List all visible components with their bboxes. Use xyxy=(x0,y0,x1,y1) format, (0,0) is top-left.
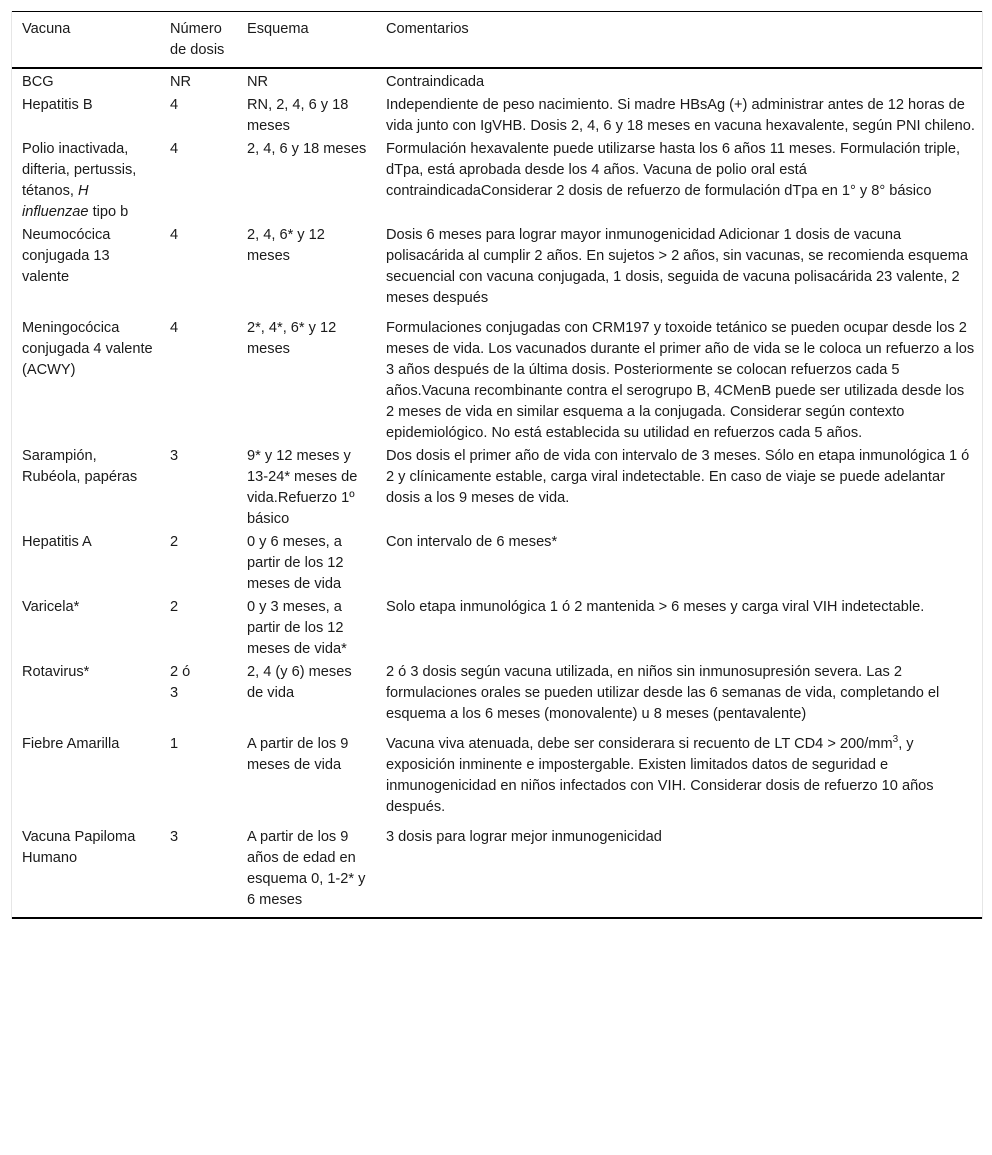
cell-comentarios: Solo etapa inmunológica 1 ó 2 mantenida > 6 meses y carga viral VIH indetectable. xyxy=(386,599,925,615)
table-row xyxy=(12,137,982,223)
header-esquema: Esquema xyxy=(247,21,309,37)
cell-vacuna: Hepatitis B xyxy=(22,97,93,113)
cell-dosis: 2 xyxy=(170,534,179,550)
cell-dosis: 4 xyxy=(170,320,179,336)
cell-esquema: RN, 2, 4, 6 y 18 meses xyxy=(247,97,349,134)
table-row xyxy=(12,444,982,530)
cell-vacuna: BCG xyxy=(22,74,54,90)
cell-comentarios: 2 ó 3 dosis según vacuna utilizada, en niños sin inmunosupresión severa. Las 2 formulaciones orales se pueden utilizar desde las 6 semanas de vida, completando el esquema a los 6 meses (monovalente) u 8 meses (pentavalente) xyxy=(386,664,940,722)
table-row xyxy=(12,660,982,732)
cell-esquema: 2, 4 (y 6) meses de vida xyxy=(247,664,352,701)
cell-dosis: 1 xyxy=(170,736,179,752)
cell-vacuna: Meningocócica conjugada 4 valente (ACWY) xyxy=(22,320,153,378)
cell-esquema: A partir de los 9 años de edad en esquema 0, 1-2* y 6 meses xyxy=(247,829,366,908)
cell-vacuna: Vacuna Papiloma Humano xyxy=(22,829,136,866)
table-header xyxy=(12,12,982,69)
cell-comentarios: Dosis 6 meses para lograr mayor inmunogenicidad Adicionar 1 dosis de vacuna polisacárida al cumplir 2 años. En sujetos > 2 años, sin vacunas, se recomienda esquema secuencial con vacuna conjugada, 1 dosis, seguida de vacuna polisacárida 23 valente, 2 meses después xyxy=(386,227,969,306)
table-row xyxy=(12,68,982,93)
table-row xyxy=(12,825,982,918)
cell-comentarios: Dos dosis el primer año de vida con intervalo de 3 meses. Sólo en etapa inmunológica 1 ó 2 y clínicamente estable, carga viral indetectable. En caso de viaje se puede adelantar dosis a los 9 meses de vida. xyxy=(386,448,970,506)
cell-comentarios: Contraindicada xyxy=(386,74,485,90)
table-row xyxy=(12,93,982,137)
cell-vacuna: Hepatitis A xyxy=(22,534,92,550)
table-row xyxy=(12,595,982,660)
cell-esquema: 2*, 4*, 6* y 12 meses xyxy=(247,320,337,357)
table-row xyxy=(12,530,982,595)
cell-vacuna: Rotavirus* xyxy=(22,664,90,680)
cell-comentarios: 3 dosis para lograr mejor inmunogenicidad xyxy=(386,829,662,845)
cell-vacuna xyxy=(12,137,160,223)
cell-esquema: A partir de los 9 meses de vida xyxy=(247,736,349,773)
cell-esquema: 9* y 12 meses y 13-24* meses de vida.Refuerzo 1º básico xyxy=(247,448,358,527)
cell-esquema: 0 y 3 meses, a partir de los 12 meses de vida* xyxy=(247,599,347,657)
table-row xyxy=(12,732,982,825)
cell-vacuna: Varicela* xyxy=(22,599,80,615)
comentario-text-suffix: , y exposición inminente e impostergable. Existen limitados datos de seguridad e inmunogenicidad en niños infectados con VIH. Considerar dosis de refuerzo 10 años después. xyxy=(386,736,934,815)
vacuna-italic-text: H influenzae xyxy=(22,183,89,220)
cell-comentarios: Con intervalo de 6 meses* xyxy=(386,534,558,550)
cell-dosis: 4 xyxy=(170,97,179,113)
cell-esquema: 2, 4, 6* y 12 meses xyxy=(247,227,325,264)
header-row xyxy=(12,12,982,69)
cell-comentarios: Independiente de peso nacimiento. Si madre HBsAg (+) administrar antes de 12 horas de vida junto con IgVHB. Dosis 2, 4, 6 y 18 meses en vacuna hexavalente, según PNI chileno. xyxy=(386,97,975,134)
cell-dosis: 2 xyxy=(170,599,179,615)
header-vacuna: Vacuna xyxy=(22,21,71,37)
cell-vacuna: Neumocócica conjugada 13 valente xyxy=(22,227,111,285)
vacuna-text: Polio inactivada, difteria, pertussis, tétanos, xyxy=(22,141,137,199)
cell-comentarios: Formulaciones conjugadas con CRM197 y toxoide tetánico se pueden ocupar desde los 2 meses de vida. Los vacunados durante el primer año de vida se le coloca un refuerzo a los 3 años después de la última dosis. Posteriormente se colocan refuerzos cada 5 años.Vacuna recombinante contra el serogrupo B, 4CMenB puede ser utilizada desde los 2 meses de vida en similar esquema a la conjugada. Considerar según contexto epidemiológico. No está establecida su utilidad en refuerzos cada 5 años. xyxy=(386,320,975,441)
cell-dosis: 2 ó 3 xyxy=(170,664,191,701)
cell-esquema: NR xyxy=(247,74,269,90)
cell-dosis: 3 xyxy=(170,448,179,464)
cell-dosis: 3 xyxy=(170,829,179,845)
header-comentarios: Comentarios xyxy=(386,21,469,37)
cell-dosis: 4 xyxy=(170,227,179,243)
cell-comentarios: Formulación hexavalente puede utilizarse hasta los 6 años 11 meses. Formulación triple, dTpa, está aprobada desde los 4 años. Vacuna de polio oral está contraindicadaConsiderar 2 dosis de refuerzo de formulación dTpa en 1° y 8° básico xyxy=(386,141,961,199)
cell-vacuna: Sarampión, Rubéola, papéras xyxy=(22,448,138,485)
table-body xyxy=(12,68,982,918)
header-numero-dosis: Número de dosis xyxy=(170,21,225,58)
superscript-exponent: 3 xyxy=(892,734,899,745)
cell-vacuna: Fiebre Amarilla xyxy=(22,736,120,752)
table-row xyxy=(12,316,982,444)
cell-dosis: NR xyxy=(170,74,192,90)
comentario-text: Vacuna viva atenuada, debe ser considerara si recuento de LT CD4 > 200/mm xyxy=(386,736,893,752)
cell-esquema: 2, 4, 6 y 18 meses xyxy=(247,141,367,157)
cell-dosis: 4 xyxy=(170,141,179,157)
vaccine-table-container xyxy=(11,11,983,919)
cell-esquema: 0 y 6 meses, a partir de los 12 meses de vida xyxy=(247,534,344,592)
table-row xyxy=(12,223,982,316)
cell-comentarios xyxy=(376,732,982,825)
vaccine-schedule-table xyxy=(12,11,982,919)
vacuna-text-suffix: tipo b xyxy=(88,204,129,220)
